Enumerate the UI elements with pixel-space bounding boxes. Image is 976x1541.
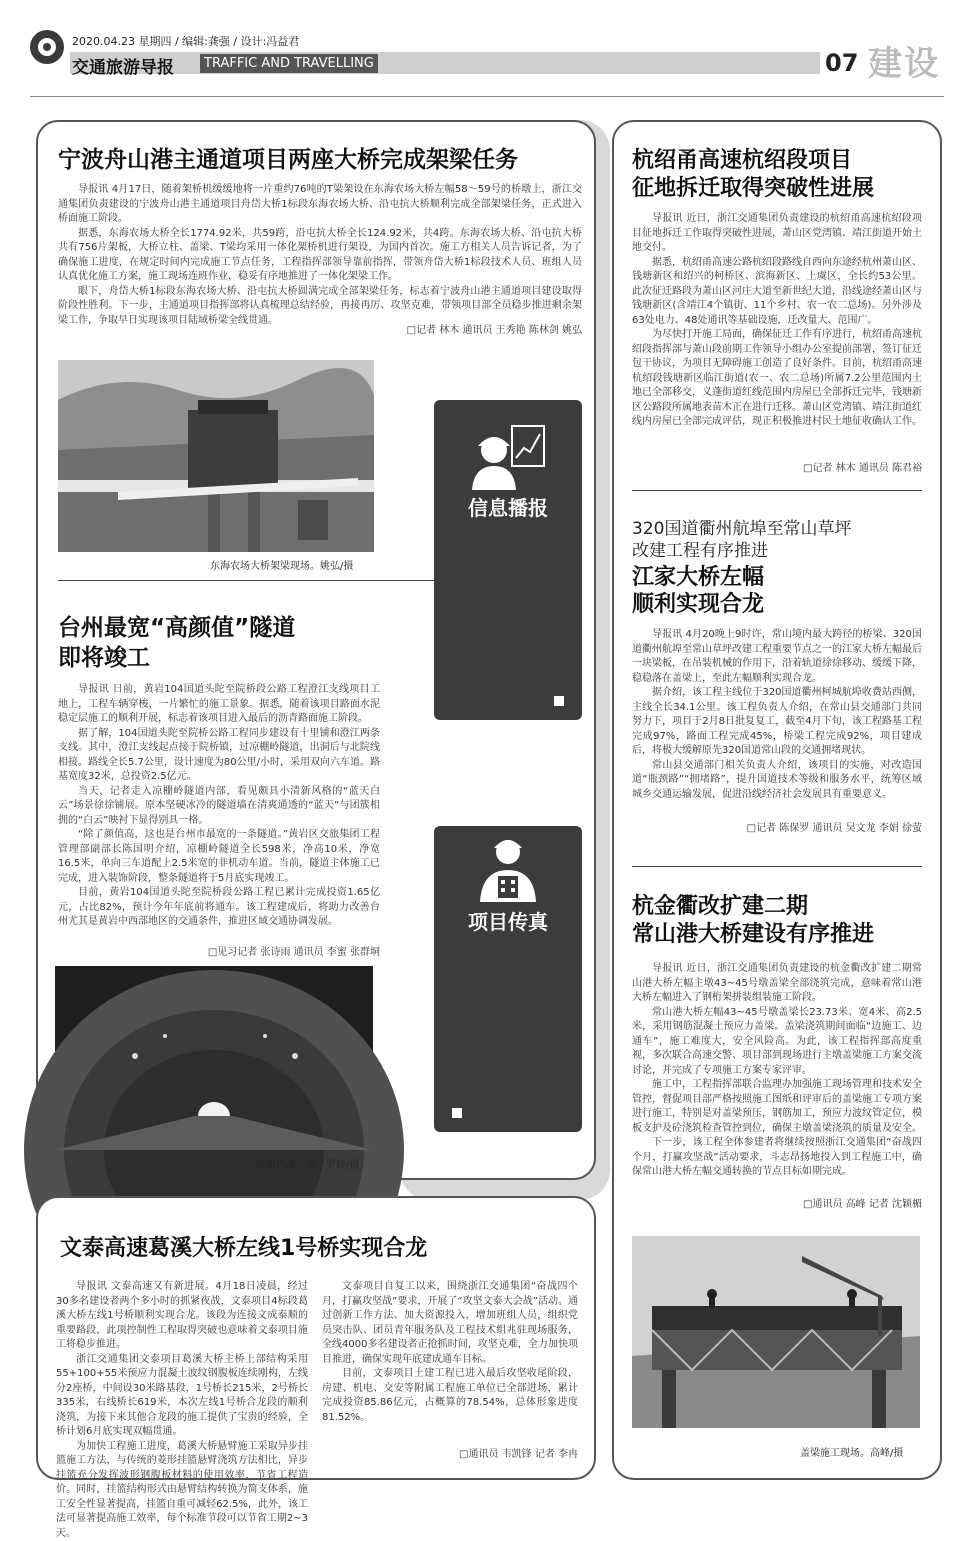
article-3-body-col-2 [322, 1280, 578, 1446]
date-line: 2020.04.23 星期四 / 编辑:龚强 / 设计:冯益君 [72, 33, 299, 49]
paper-english-name: TRAFFIC AND TRAVELLING [200, 54, 378, 73]
page-header [0, 0, 976, 100]
article-4-title-line-2: 征地拆迁取得突破性进展 [632, 174, 874, 204]
article-2-paragraph: 目前，黄岩104国道头陀至院桥段公路工程已累计完成投资1.65亿元，占比82%，预计今年年底前将通车。该工程建成后，将助力改善台州尤其是黄岩中西部地区的交通条件，推进区域交通协调发展。 [58, 886, 380, 930]
label-info-broadcast [434, 400, 582, 720]
article-3-paragraph: 为加快工程施工进度，葛溪大桥悬臂施工采取异步挂篮施工方法，与传统的菱形挂篮悬臂浇筑方法相比，异步挂篮充分发挥波形钢腹板材料的使用效率，节省工程造价。同时，挂篮结构形式由悬臂结构转换为简支体系，施工安全性显著提高，挂篮自重可减轻62.5%，此外，该工法可显著提高施工效率，每个标准节段可以节省工期2~3天。 [56, 1440, 308, 1541]
article-4-body [632, 212, 922, 460]
article-4-title-line-1: 杭绍甬高速杭绍段项目 [632, 146, 852, 176]
article-6-paragraph: 施工中，工程指挥部联合监理办加强施工现场管理和技术安全管控，督促项目部严格按照施工图纸和评审后的盖梁施工专项方案进行施工，特别是对盖梁预压，钢筋加工，预应力波纹管定位，模板支护及砼浇筑检查管控到位，确保主墩盖梁浇筑的质量及安全。 [632, 1078, 922, 1136]
article-6-paragraph: 常山港大桥左幅43~45号墩盖梁长23.73米、宽4米、高2.5米，采用钢筋混凝土预应力盖梁。盖梁浇筑期间面临“边施工、边通车”，施工难度大，安全风险高。为此，该工程指挥部高度重视，多次联合高速交警、项目部到现场进行主墩盖梁施工方案交流讨论，并完成了专项施工方案专家评审。 [632, 1006, 922, 1079]
divider [632, 490, 922, 491]
article-2-title-line-1: 台州最宽“高颜值”隧道 [58, 613, 295, 643]
article-2-body [58, 683, 380, 946]
article-2-paragraph: 当天，记者走入凉棚岭隧道内部，看见颇具小清新风格的“蓝天白云”场景徐徐铺展。原本坚硬冰冷的隧道墙在清爽通透的“蓝天”与团簇相拥的“白云”映衬下显得别具一格。 [58, 785, 380, 829]
article-5-paragraph: 导报讯 4月20晚上9时许，常山境内最大跨径的桥梁、320国道衢州航埠至常山草坪改建工程重要节点之一的江家大桥左幅最后一块梁板，在吊装机械的作用下，沿着轨道徐徐移动、缓缓下降，稳稳落在盖梁上，至此左幅顺利实现合龙。 [632, 628, 922, 686]
article-1-byline: □记者 林木 通讯员 王秀艳 陈林剑 姚弘 [300, 324, 582, 338]
article-5-title-line-1: 江家大桥左幅 [632, 563, 764, 593]
article-2-paragraph: 据了解，104国道头陀至院桥公路工程同步建设有十里铺和澄江两条支线。其中，澄江支线起点接于院桥镇，过凉棚岭隧道，出洞后与北院线相接。路线全长5.7公里，设计速度为80公里/小时，采用双向六车道。路基宽度32米，总投资2.5亿元。 [58, 727, 380, 785]
article-6-title-line-2: 常山港大桥建设有序推进 [632, 920, 874, 950]
article-4-byline: □记者 林木 通讯员 陈君裕 [632, 462, 922, 476]
tunnel-interior-photo [55, 966, 373, 1150]
article-4-paragraph: 据悉，杭绍甬高速公路杭绍段路线自西向东途经杭州萧山区、钱塘新区和绍兴的柯桥区、滨海新区、上虞区，全长约53公里。此次征迁路段为萧山区河庄大道至新世纪大道，沿线途经萧山区与钱塘新区(含靖江4个镇街、11个乡村、农一农二总场)。另外涉及63处电力、48处通讯等基础设施，迁改量大、范围广。 [632, 256, 922, 329]
logo-icon [30, 30, 64, 64]
article-5-subtitle-line-2: 改建工程有序推进 [632, 540, 768, 562]
article-5-title-line-2: 顺利实现合龙 [632, 590, 764, 620]
article-3-title: 文泰高速葛溪大桥左线1号桥实现合龙 [60, 1234, 427, 1264]
article-3-byline: □通讯员 韦凯锋 记者 李冉 [322, 1448, 578, 1462]
article-1-paragraph: 据悉，东海农场大桥全长1774.92米，共59跨，沿屯抗大桥全长124.92米，共4跨。东海农场大桥、沿屯抗大桥共有756片架板，大桥立柱、盖梁、T梁均采用一体化架桥机进行架设，为国内首次。施工方相关人员告诉记者，为了确保施工进度，在规定时间内完成施工节点任务，工程指挥部领导靠前指挥，带领舟岱大桥1标段技术人员、班组人员认真优化施工方案，施工现场连班作业，稳妥有序地推进了一体化架梁工作。 [58, 227, 582, 285]
article-5-byline: □记者 陈保罗 通讯员 吴文龙 李娟 徐萤 [632, 822, 922, 836]
cap-beam-construction-photo [632, 1236, 920, 1428]
article-1-caption: 东海农场大桥架梁现场。姚弘/摄 [210, 557, 353, 572]
label-marker [554, 696, 564, 706]
page-number: 07 [825, 49, 858, 77]
article-3-paragraph: 目前，文泰项目土建工程已进入最后攻坚收尾阶段，房建、机电、交安等附属工程施工单位已全部进场，累计完成投资85.86亿元，占概算的78.54%，总体形象进度81.52%。 [322, 1367, 578, 1425]
worker-building-icon [470, 836, 546, 902]
section-title: 建设 [868, 36, 940, 85]
article-6-caption: 盖梁施工现场。高峰/摄 [800, 1444, 903, 1459]
article-6-body [632, 962, 922, 1194]
article-2-byline: □见习记者 张诗雨 通讯员 李蜜 张群垌 [58, 946, 380, 960]
article-6-paragraph: 下一步，该工程全体参建者将继续按照浙江交通集团“奋战四个月，打赢攻坚战”活动要求，斗志昂扬地投入到工程施工中，确保常山港大桥左幅交通转换的节点目标如期完成。 [632, 1136, 922, 1180]
label-marker [452, 1108, 462, 1118]
article-2-title-line-2: 即将竣工 [58, 643, 150, 673]
label-info-text: 信息播报 [434, 492, 582, 521]
article-5-body [632, 628, 922, 818]
paper-name: 交通旅游导报 [72, 53, 174, 78]
article-5-paragraph: 常山县交通部门相关负责人介绍，该项目的实施，对改造国道“瓶颈路”“拥堵路”，提升国道技术等级和服务水平，统筹区域城乡交通运输发展，促进沿线经济社会发展具有重要意义。 [632, 759, 922, 803]
article-4-paragraph: 为尽快打开施工局面，确保征迁工作有序进行，杭绍甬高速杭绍段指挥部与萧山段前期工作领导小组办公室提前部署，签订征迁包干协议，为项目无障碍施工创造了良好条件。目前，杭绍甬高速杭绍段钱塘新区临江街道(农一、农二总场)所属7.2公里范围内土地已全部移交，义蓬街道红线范围内房屋已全部拆迁完毕，钱塘新区公路段所属地表苗木正在进行迁移。萧山区党湾镇、靖江街道红线内房屋已全部完成评估，现正积极推进村民土地征收确认工作。 [632, 328, 922, 430]
worker-chart-icon [470, 424, 546, 490]
article-3-body-col-1 [56, 1280, 308, 1460]
article-2-caption: 隧道内部一景。罗玲/摄 [256, 1156, 359, 1171]
header-bar [70, 52, 820, 74]
label-project-fax [434, 826, 582, 1132]
article-1-paragraph: 导报讯 4月17日，随着架桥机缓缓地将一片重约76吨的T梁架设在东海农场大桥左幅58～59号的桥墩上，浙江交通集团负责建设的宁波舟山港主通道项目舟岱大桥1标段东海农场大桥、沿屯抗大桥顺利完成全部架梁任务，正式进入桥面施工阶段。 [58, 183, 582, 227]
article-2-paragraph: 导报讯 日前，黄岩104国道头陀至院桥段公路工程澄江支线项目工地上，工程车辆穿梭，一片繁忙的施工景象。据悉，随着该项目路面水泥稳定层施工的顺利开展，标志着该项目进入最后的沥青路面施工阶段。 [58, 683, 380, 727]
article-3-paragraph: 浙江交通集团文泰项目葛溪大桥主桥上部结构采用55+100+55米预应力混凝土波纹钢腹板连续刚构，左线分2座桥，中间设30米路基段，1号桥长215米，2号桥长335米，右线桥长619米，本次左线1号桥合龙段的顺利浇筑，为接下来其他合龙段的施工提供了宝贵的经验，全桥计划6月底实现双幅贯通。 [56, 1353, 308, 1440]
header-rule [30, 96, 944, 97]
divider [632, 866, 922, 867]
article-5-subtitle-line-1: 320国道衢州航埠至常山草坪 [632, 518, 851, 540]
article-6-title-line-1: 杭金衢改扩建二期 [632, 892, 808, 922]
article-3-paragraph: 导报讯 文泰高速又有新进展。4月18日凌晨，经过30多名建设者两个多小时的抓紧夜战，文泰项目4标段葛溪大桥左线1号桥顺利实现合龙。该段为连接文成泰顺的重要路段，此项控制性工程取得突破也意味着文泰项目施工将稳步推进。 [56, 1280, 308, 1353]
article-6-paragraph: 导报讯 近日，浙江交通集团负责建设的杭金衢改扩建二期常山港大桥左幅主墩43~45号墩盖梁全部浇筑完成，意味着常山港大桥左幅进入了钢桁架拼装组装施工阶段。 [632, 962, 922, 1006]
article-1-body [58, 183, 582, 325]
article-1-paragraph: 眼下，舟岱大桥1标段东海农场大桥、沿屯抗大桥圆满完成全部架梁任务，标志着宁波舟山港主通道项目建设取得阶段性胜利。下一步，主通道项目指挥部将认真梳理总结经验，再接再厉、攻坚克难，带领项目部全员稳步推进剩余架梁工作，争取早日实现该项目陆域桥梁全线贯通。 [58, 285, 582, 329]
article-2-paragraph: “除了颜值高，这也是台州市最宽的一条隧道。”黄岩区交旅集团工程管理部副部长陈国明介绍，凉棚岭隧道全长598米，净高10米，净宽16.5米，单向三车道配上2.5米宽的非机动车道。当前，隧道主体施工已完成，进入装饰阶段，整条隧道将于5月底实现竣工。 [58, 828, 380, 886]
article-6-byline: □通讯员 高峰 记者 沈颖楣 [632, 1198, 922, 1212]
article-3-paragraph: 文泰项目自复工以来，围绕浙江交通集团“奋战四个月，打赢攻坚战”要求，开展了“攻坚文泰大会战”活动。通过创新工作方法、加大资源投入，增加班组人员，组织党员突击队、团员青年服务队及工程技术组兆驻现场服务，全线4000多名建设者正抢抓时间，攻坚克难，全力加快项目推进，确保实现年底建成通车目标。 [322, 1280, 578, 1367]
article-4-paragraph: 导报讯 近日，浙江交通集团负责建设的杭绍甬高速杭绍段项目征地拆迁工作取得突破性进展，萧山区党湾镇、靖江街道开始土地交付。 [632, 212, 922, 256]
article-5-paragraph: 据介绍，该工程主线位于320国道衢州柯城航埠收费站西侧，主线全长34.1公里。该工程负责人介绍，在常山县交通部门共同努力下，项目于2月8日批复复工，截至4月下旬，该工程路基工程完成97%，路面工程完成45%，桥梁工程完成92%，项目建成后，将极大缓解原先320国道常山段的交通拥堵现状。 [632, 686, 922, 759]
article-1-title: 宁波舟山港主通道项目两座大桥完成架梁任务 [58, 145, 518, 175]
bridge-girder-photo [58, 360, 374, 552]
label-project-text: 项目传真 [434, 906, 582, 935]
